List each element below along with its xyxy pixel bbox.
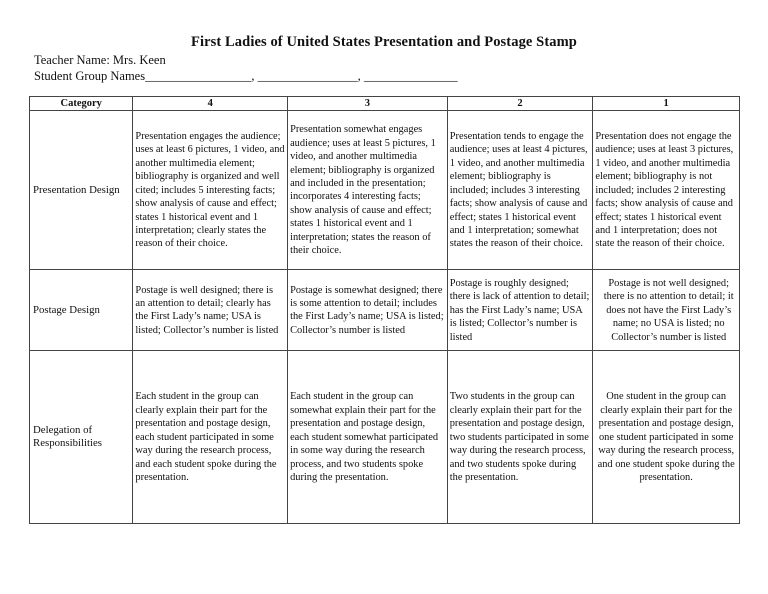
table-row xyxy=(30,270,740,351)
rubric-cell: Presentation engages the audience; uses at least 6 pictures, 1 video, and another multimedia element; bibliography is organized and well cited; includes 5 interesting facts; show analysis of cause and effect; states 1 historical event and 1 interpretation; clearly states the reason of their choice. xyxy=(133,111,288,270)
document-title: First Ladies of United States Presentation and Postage Stamp xyxy=(191,34,577,50)
rubric-cell: Postage is well designed; there is an attention to detail; clearly has the First Lady’s name; USA is listed; Collector’s number is listed xyxy=(133,270,288,351)
row-category: Postage Design xyxy=(30,270,133,351)
header-score-3: 3 xyxy=(288,97,448,111)
teacher-name-line: Teacher Name: Mrs. Keen xyxy=(34,53,166,67)
header-score-2: 2 xyxy=(447,97,593,111)
rubric-cell: Postage is roughly designed; there is lack of attention to detail; has the First Lady’s name; USA is listed; Collector’s number is listed xyxy=(447,270,593,351)
rubric-cell: Postage is not well designed; there is no attention to detail; it does not have the First Lady’s name; no USA is listed; no Collector’s number is listed xyxy=(593,270,740,351)
header-score-1: 1 xyxy=(593,97,740,111)
table-row xyxy=(30,111,740,270)
header-score-4: 4 xyxy=(133,97,288,111)
rubric-cell: Presentation somewhat engages audience; uses at least 5 pictures, 1 video, and another multimedia element; bibliography is organized and included in the presentation; incorporates 4 interesting facts; show analysis of cause and effect; states 1 historical event and 1 interpretation; states the reason of their choice. xyxy=(288,111,448,270)
rubric-header-row xyxy=(30,97,740,111)
student-group-names-line: Student Group Names_________________, ________________, _______________ xyxy=(34,69,458,83)
rubric-cell: Each student in the group can clearly explain their part for the presentation and postage design, each student participated in some way during the research process, and each student spoke during the presentation. xyxy=(133,351,288,524)
row-category: Presentation Design xyxy=(30,111,133,270)
rubric-cell: One student in the group can clearly explain their part for the presentation and postage design, one student participated in some way during the research process, and one student spoke during the presentation. xyxy=(593,351,740,524)
rubric-cell: Each student in the group can somewhat explain their part for the presentation and postage design, each student somewhat participated in some way during the research process, and two students spoke during the presentation. xyxy=(288,351,448,524)
rubric-cell: Presentation does not engage the audience; uses at least 3 pictures, 1 video, and another multimedia element; bibliography is not included; includes 2 interesting facts; show analysis of cause and effect; states 1 historical event and 1 interpretation; does not state the reason of their choice. xyxy=(593,111,740,270)
table-row xyxy=(30,351,740,524)
rubric-cell: Postage is somewhat designed; there is some attention to detail; includes the First Lady’s name; USA is listed; Collector’s number is listed xyxy=(288,270,448,351)
rubric-cell: Two students in the group can clearly explain their part for the presentation and postage design, two students participated in some way during the research process, and two students spoke during the presentation. xyxy=(447,351,593,524)
header-category: Category xyxy=(30,97,133,111)
rubric-table xyxy=(29,96,740,524)
row-category: Delegation of Responsibilities xyxy=(30,351,133,524)
rubric-cell: Presentation tends to engage the audience; uses at least 4 pictures, 1 video, and another multimedia element; bibliography is included; includes 3 interesting facts; show analysis of cause and effect; states 1 historical event and 1 interpretation; somewhat states the reason of their choice. xyxy=(447,111,593,270)
